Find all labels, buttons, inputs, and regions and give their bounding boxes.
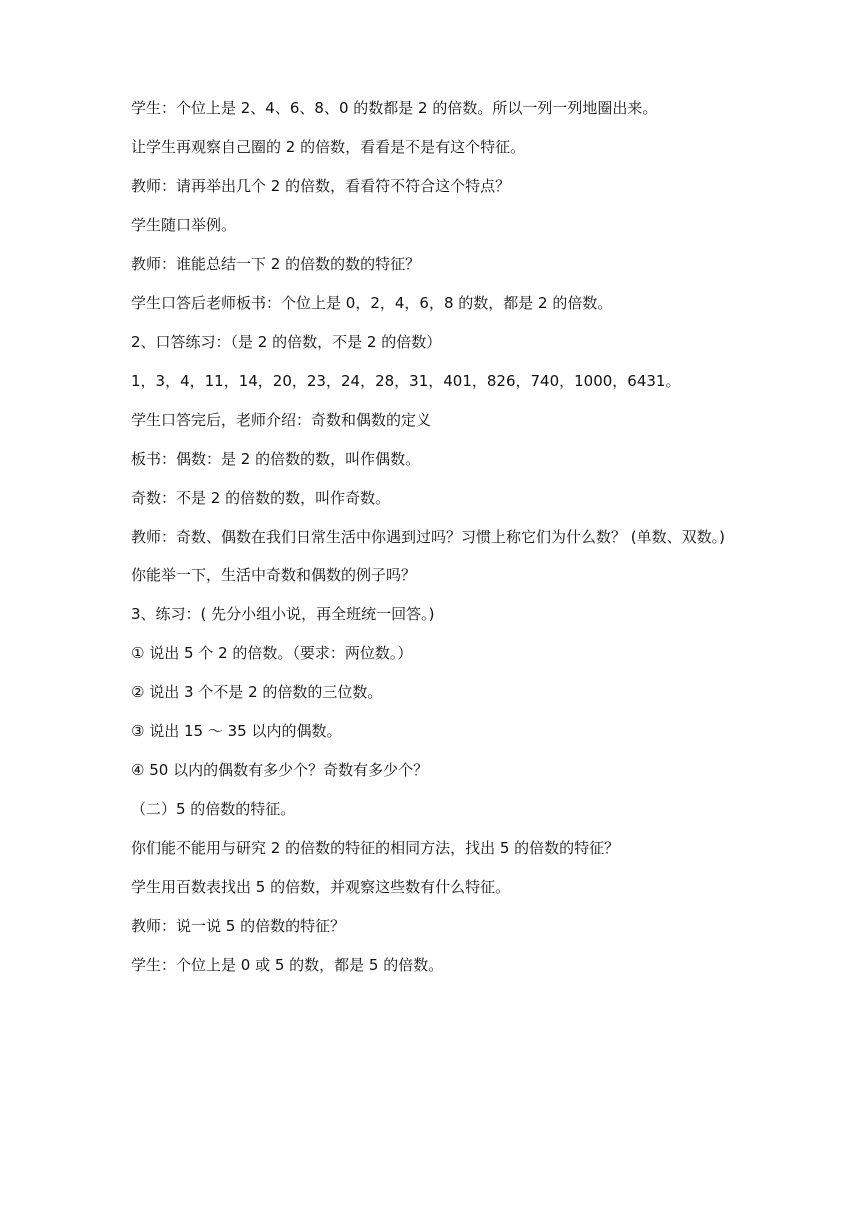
paragraph-practice-item-3: ③ 说出 15 ～ 35 以内的偶数。 (131, 722, 342, 740)
paragraph-hundred-chart: 学生用百数表找出 5 的倍数，并观察这些数有什么特征。 (131, 878, 511, 896)
paragraph-number-list: 1，3，4，11，14，20，23，24，28，31，401，826，740，1000，6431。 (131, 372, 681, 390)
paragraph-student-examples: 学生随口举例。 (131, 216, 237, 234)
document-body (131, 98, 741, 994)
paragraph-oral-practice-heading: 2、口答练习：（是 2 的倍数，不是 2 的倍数） (131, 333, 442, 351)
paragraph-student-answer-multiples-of-2: 学生：个位上是 2、4、6、8、0 的数都是 2 的倍数。所以一列一列地圈出来。 (131, 99, 658, 117)
paragraph-life-examples-question: 你能举一下，生活中奇数和偶数的例子吗？ (131, 566, 417, 584)
paragraph-practice-heading: 3、练习：( 先分小组小说，再全班统一回答。) (131, 605, 435, 623)
paragraph-teacher-more-examples: 教师：请再举出几个 2 的倍数，看看符不符合这个特点？ (131, 177, 511, 195)
paragraph-odd-definition: 奇数：不是 2 的倍数的数，叫作奇数。 (131, 489, 391, 507)
paragraph-method-question: 你们能不能用与研究 2 的倍数的特征的相同方法，找出 5 的倍数的特征？ (131, 839, 620, 857)
paragraph-daily-life-question: 教师：奇数、偶数在我们日常生活中你遇到过吗？习惯上称它们为什么数？ (单数、双数。) (131, 528, 725, 546)
paragraph-practice-item-1: ① 说出 5 个 2 的倍数。（要求：两位数。） (131, 644, 413, 662)
paragraph-board-note-2-multiples: 学生口答后老师板书：个位上是 0，2，4，6，8 的数，都是 2 的倍数。 (131, 294, 613, 312)
paragraph-teacher-summary-question: 教师：谁能总结一下 2 的倍数的数的特征？ (131, 255, 421, 273)
paragraph-practice-item-4: ④ 50 以内的偶数有多少个？奇数有多少个？ (131, 761, 429, 779)
paragraph-teacher-5-feature-question: 教师：说一说 5 的倍数的特征？ (131, 917, 346, 935)
paragraph-observe-feature: 让学生再观察自己圈的 2 的倍数，看看是不是有这个特征。 (131, 138, 526, 156)
paragraph-odd-even-intro: 学生口答完后，老师介绍：奇数和偶数的定义 (131, 411, 432, 429)
paragraph-practice-item-2: ② 说出 3 个不是 2 的倍数的三位数。 (131, 683, 383, 701)
paragraph-even-definition: 板书：偶数：是 2 的倍数的数，叫作偶数。 (131, 450, 421, 468)
paragraph-student-5-feature-answer: 学生：个位上是 0 或 5 的数，都是 5 的倍数。 (131, 956, 444, 974)
paragraph-multiples-of-5-heading: （二）5 的倍数的特征。 (131, 800, 296, 818)
